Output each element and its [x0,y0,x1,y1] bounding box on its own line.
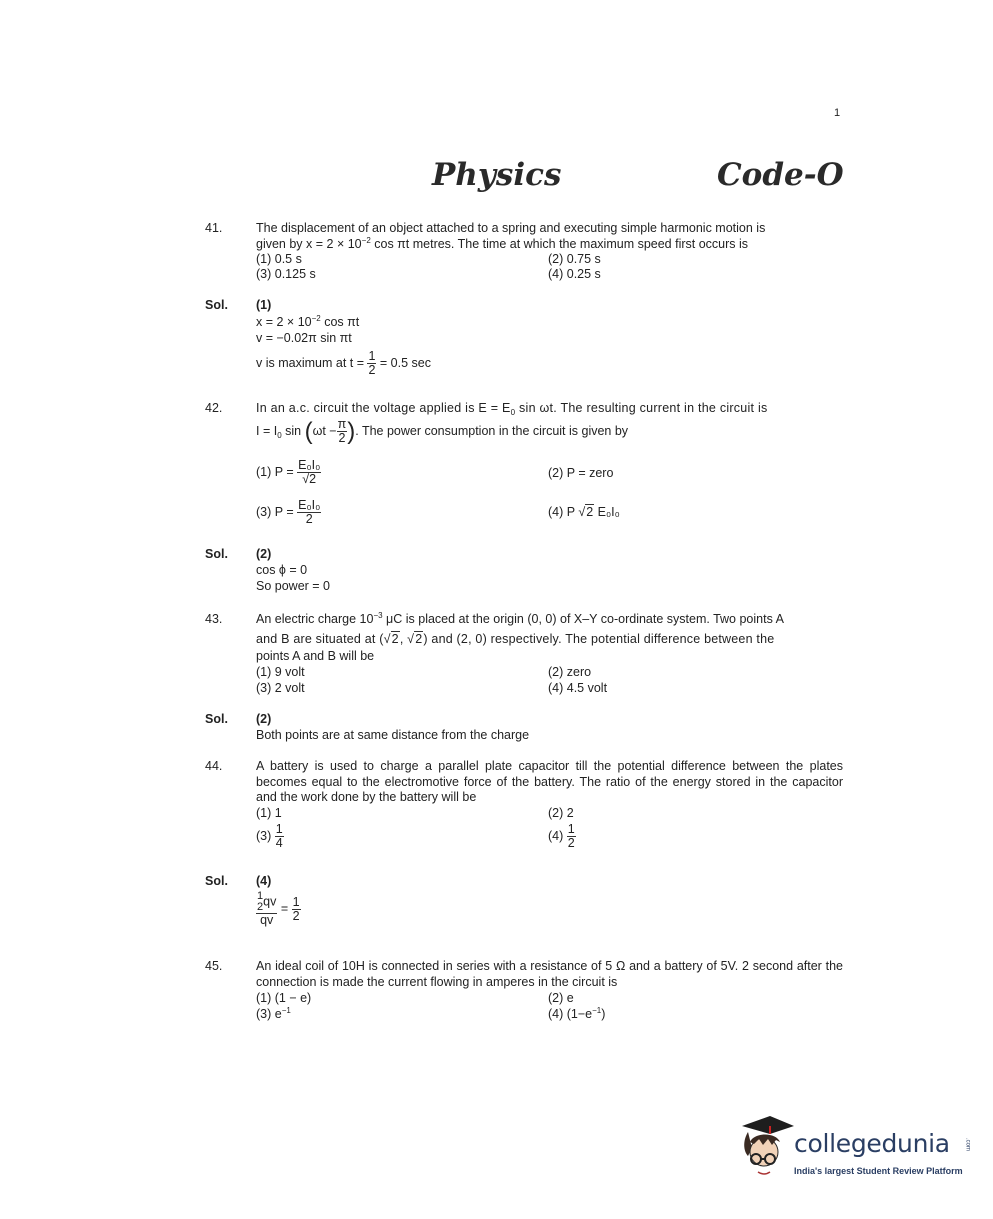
question-text-line: and B are situated at (√2, √2) and (2, 0) respectively. The potential difference between the [256,631,775,646]
question-45-text: An ideal coil of 10H is connected in series with a resistance of 5 Ω and a battery of 5V. 2 second after the connection is made the current flowing in amperes in the circuit is [256,959,843,989]
option-4: (4) 0.25 s [548,267,601,281]
option-3: (3) P = $\frac{\text{E₀I₀}}{2}$ [256,498,321,526]
solution-line: cos ϕ = 0 [256,563,308,577]
question-number: 45. [205,959,223,973]
question-text-line: In an a.c. circuit the voltage applied is $E = E_0$ sin ωt. The resulting current in the circuit is [256,401,768,417]
question-text-line: given by $x = 2 \times 10^{-2}$ cos πt metres. The time at which the maximum speed first occurs is [256,235,749,251]
option-4: (4) $\frac{1}{2}$ [548,822,575,850]
question-number: 42. [205,401,223,415]
question-number: 43. [205,612,223,626]
solution-answer: (2) [256,547,272,561]
question-text-line: points A and B will be [256,649,375,663]
option-1: (1) 9 volt [256,665,305,679]
question-44-text: A battery is used to charge a parallel plate capacitor till the potential difference between the plates becomes equal to the electromotive force of the battery. The ratio of the energy stored in the capacitor and the work done by the battery will be [256,759,843,804]
collegedunia-logo [736,1112,971,1184]
option-2: (2) e [548,991,574,1005]
option-4: (4) $(1-e^{-1})$ [548,1006,606,1021]
option-2: (2) 0.75 s [548,252,601,266]
option-3: (3) 2 volt [256,681,305,695]
option-2: (2) zero [548,665,592,679]
solution-answer: (2) [256,712,272,726]
logo-wordmark: collegedunia [794,1129,950,1158]
solution-label: Sol. [205,712,228,726]
solution-line: v = −0.02π sin πt [256,331,352,345]
question-text-line: $I = I_0$ sin (ωt − $\frac{\pi}{2}$ ). The power consumption in the circuit is given by [256,417,629,445]
paper-code: Code-O [717,157,844,193]
mascot-icon [736,1112,796,1184]
solution-label: Sol. [205,874,228,888]
subject-title: Physics [432,157,562,193]
option-1: (1) P = $\frac{\text{E₀I₀}}{√2}$ [256,458,321,486]
option-4: (4) P √2 E₀I₀ [548,505,620,519]
question-number: 41. [205,221,223,235]
logo-suffix: .com [964,1138,971,1152]
solution-fraction: 1 2 qv qv = $\frac{1}{2}$ [257,890,300,927]
option-1: (1) 1 [256,806,282,820]
option-3: (3) $e^{-1}$ [256,1006,291,1021]
option-3: (3) 0.125 s [256,267,316,281]
question-42-text [256,401,843,417]
solution-label: Sol. [205,298,228,312]
solution-answer: (4) [256,874,272,888]
solution-line: So power = 0 [256,579,331,593]
option-2: (2) 2 [548,806,574,820]
option-3: (3) $\frac{1}{4}$ [256,822,283,850]
logo-tagline: India's largest Student Review Platform [794,1166,963,1176]
solution-answer: (1) [256,298,272,312]
solution-line: Both points are at same distance from the charge [256,728,530,742]
question-number: 44. [205,759,223,773]
solution-line: v is maximum at t = $\frac{1}{2}$ = 0.5 sec [256,349,431,377]
question-text-line: The displacement of an object attached to a spring and executing simple harmonic motion is [256,221,766,235]
solution-line: $x = 2 \times 10^{-2}$ cos πt [256,314,360,329]
option-4: (4) 4.5 volt [548,681,608,695]
question-41-text [256,221,843,252]
question-text-line: An electric charge $10^{-3}$ μC is placed at the origin (0, 0) of X–Y co-ordinate system. Two points A [256,611,784,626]
option-1: (1) (1 − e) [256,991,312,1005]
option-2: (2) P = zero [548,466,614,480]
page-number: 1 [834,107,841,119]
solution-label: Sol. [205,547,228,561]
option-1: (1) 0.5 s [256,252,302,266]
question-43-text [256,612,843,665]
